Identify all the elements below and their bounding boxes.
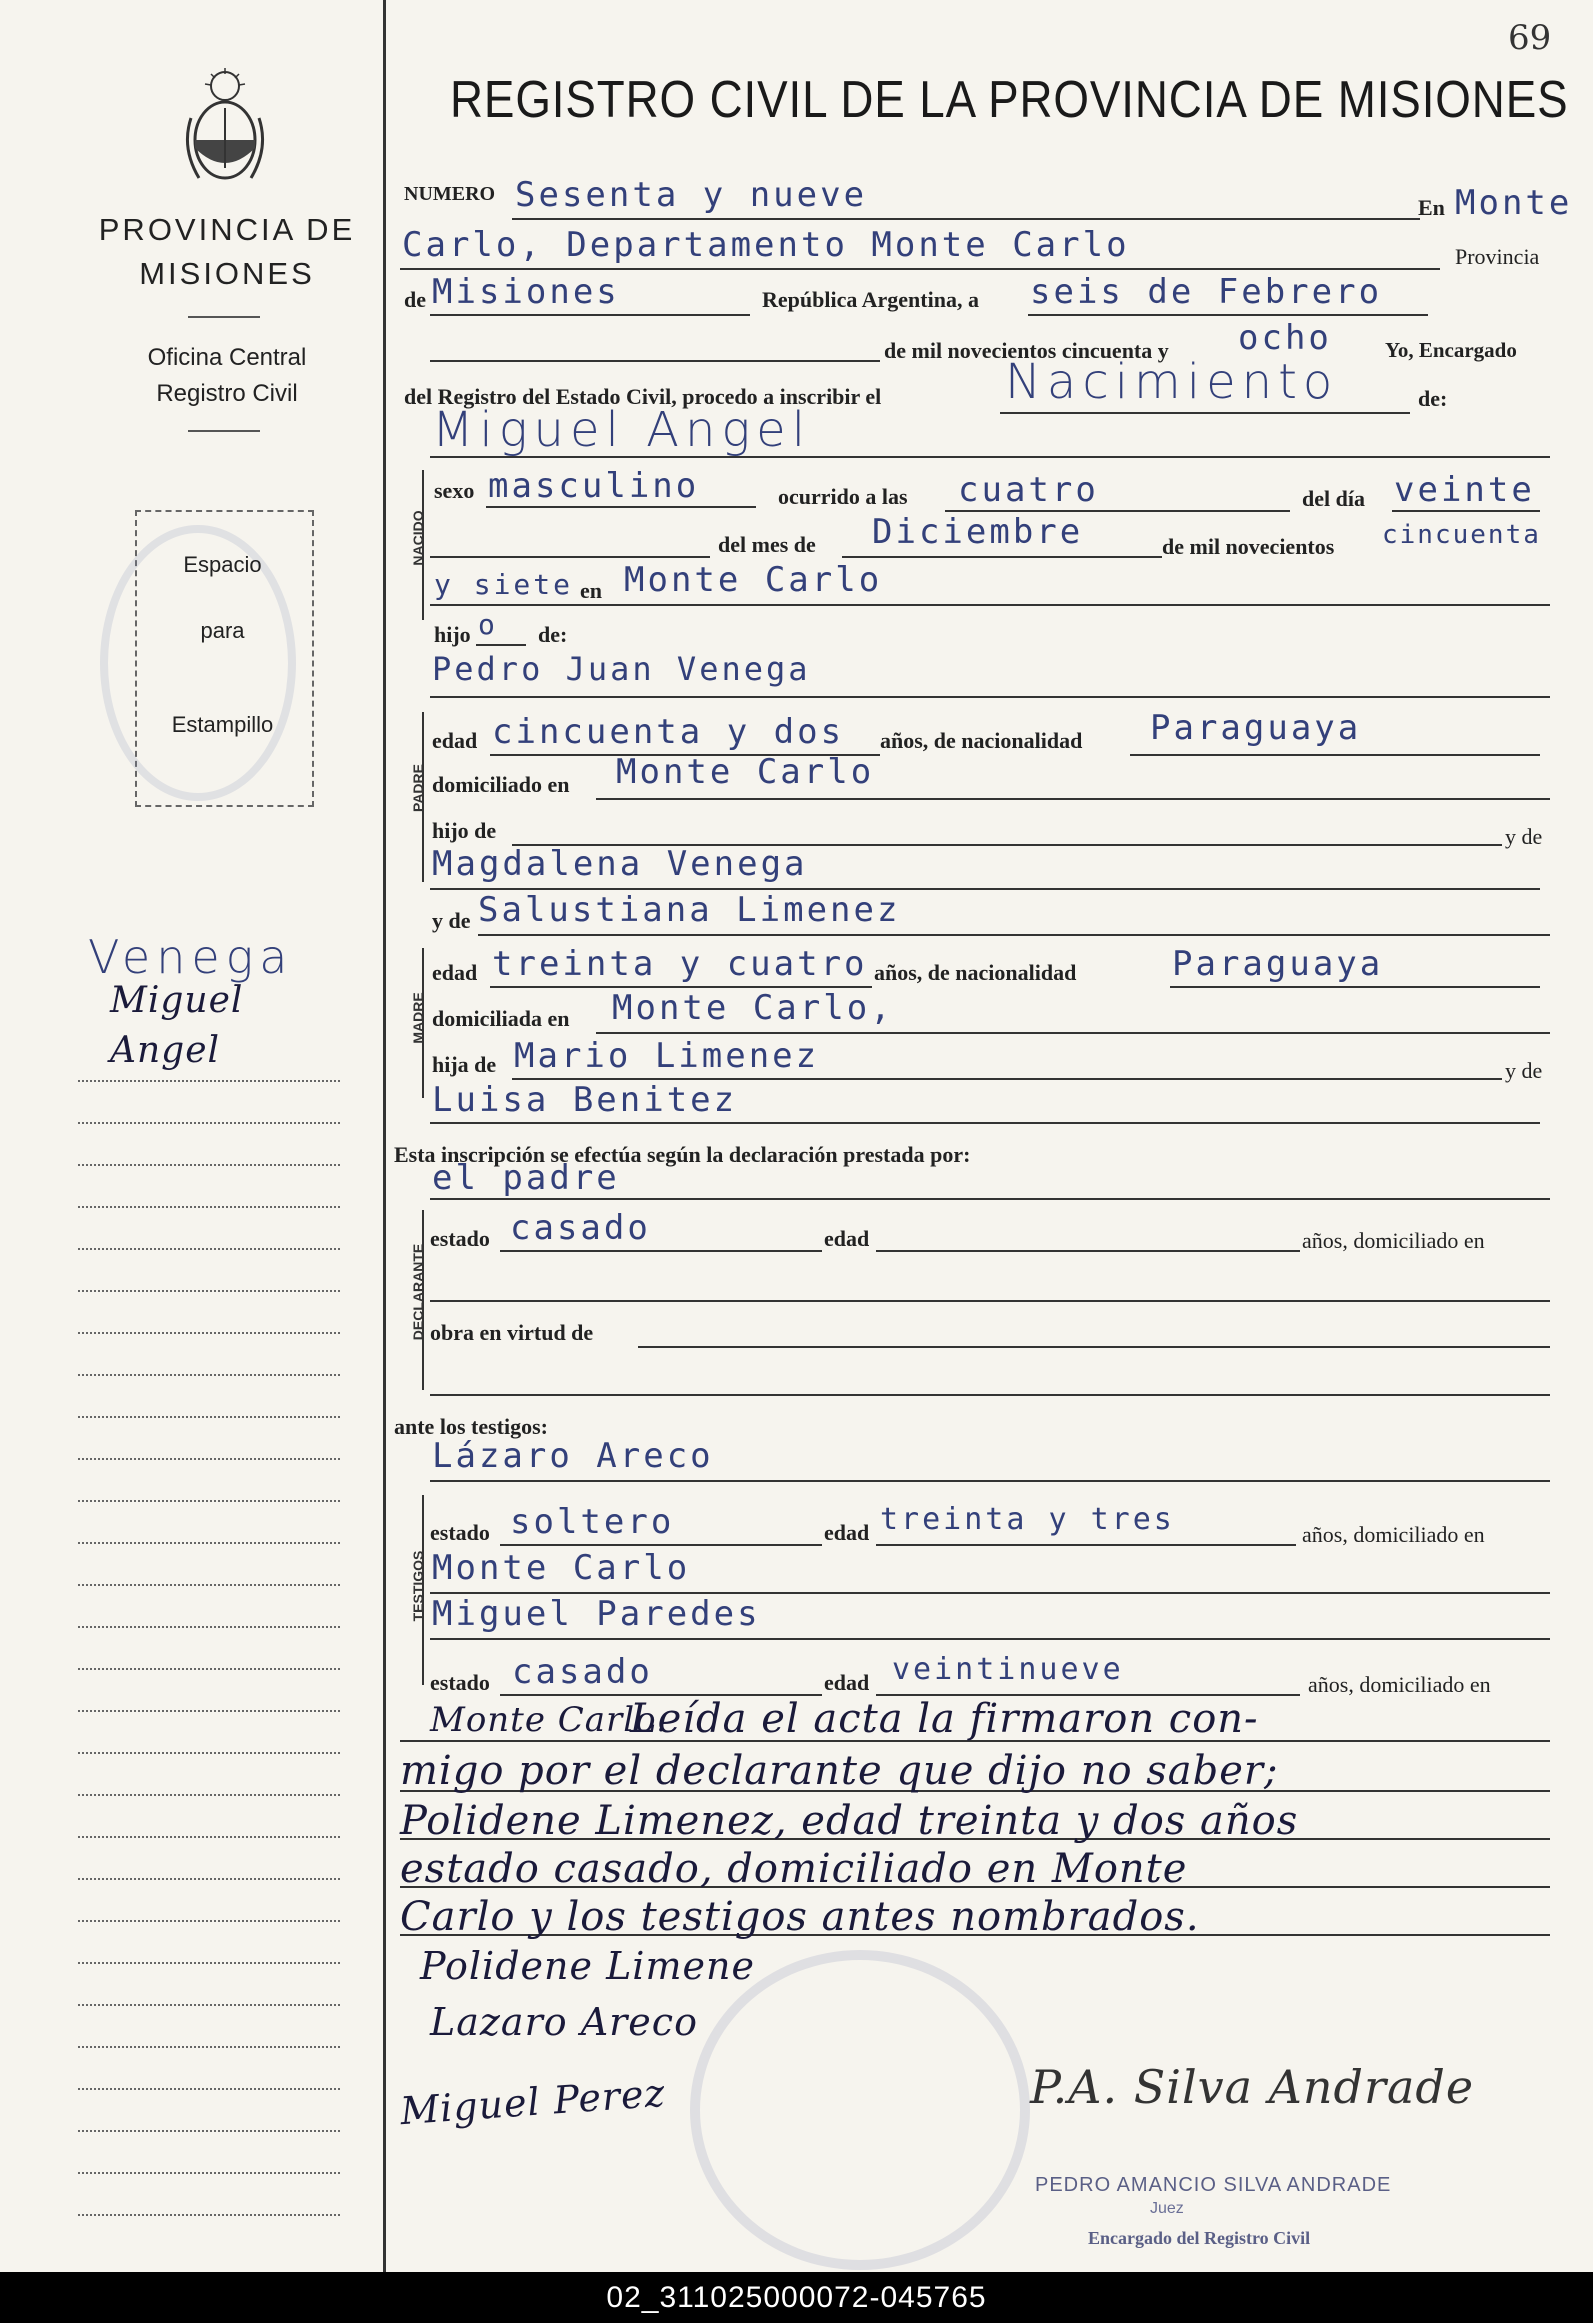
value-numero: Sesenta y nueve <box>515 175 868 215</box>
label-nacionalidad-madre: años, de nacionalidad <box>874 960 1077 985</box>
stamp-role-2: Encargado del Registro Civil <box>1088 2228 1311 2248</box>
margin-dotted-line <box>78 1542 340 1544</box>
label-anos-dom-t2: años, domiciliado en <box>1308 1672 1491 1697</box>
stamp-name: PEDRO AMANCIO SILVA ANDRADE <box>1035 2174 1392 2196</box>
label-estado-decl: estado <box>430 1226 490 1251</box>
label-de-mil-nov: de mil novecientos <box>1162 534 1335 559</box>
margin-dotted-line <box>78 2130 340 2132</box>
value-estado-t2: casado <box>512 1652 653 1692</box>
value-dom-madre: Monte Carlo, <box>612 988 894 1028</box>
line-lugar-2 <box>400 268 1440 270</box>
label-de-hijo: de: <box>538 622 568 647</box>
line-padre <box>430 696 1550 698</box>
line-dom-madre <box>596 1032 1550 1034</box>
value-dom-padre: Monte Carlo <box>616 752 875 792</box>
line-nac-padre <box>1130 754 1540 756</box>
note-line-2: migo por el declarante que dijo no saber; <box>400 1748 1279 1794</box>
value-abuela-pat: Magdalena Venega <box>432 844 808 884</box>
margin-dotted-line <box>78 2214 340 2216</box>
left-divider-1 <box>188 316 260 318</box>
side-label-nacido: NACIDO <box>410 510 426 566</box>
label-nacionalidad-padre: años, de nacionalidad <box>880 728 1083 753</box>
signature-1: Polidene Limene <box>420 1944 755 1988</box>
line-fecha <box>1028 314 1428 316</box>
margin-name-1: Miguel <box>110 980 244 1021</box>
line-before-mes <box>430 556 710 558</box>
value-dia: veinte <box>1394 470 1535 510</box>
value-hijo: o <box>478 608 498 641</box>
side-label-padre: PADRE <box>410 764 426 812</box>
label-ocurrido: ocurrido a las <box>778 484 908 509</box>
margin-dotted-line <box>78 1710 340 1712</box>
line-edad-t1 <box>876 1544 1296 1546</box>
value-anio-nac-2: y siete <box>434 568 574 601</box>
margin-dotted-line <box>78 1752 340 1754</box>
label-domiciliada: domiciliada en <box>432 1006 570 1031</box>
margin-dotted-line <box>78 1164 340 1166</box>
line-acto <box>1000 412 1410 414</box>
value-nombre: Miguel Angel <box>432 402 812 458</box>
left-divider-2 <box>188 430 260 432</box>
margin-dotted-line <box>78 2004 340 2006</box>
line-sexo <box>486 506 756 508</box>
label-edad-madre: edad <box>432 960 478 985</box>
label-sexo: sexo <box>434 478 475 503</box>
label-anos-dom-t1: años, domiciliado en <box>1302 1522 1485 1547</box>
label-testigos: ante los testigos: <box>394 1414 548 1439</box>
margin-dotted-line <box>78 1500 340 1502</box>
value-provincia: Misiones <box>432 272 620 312</box>
label-hijo: hijo <box>434 622 471 647</box>
line-before-anio <box>430 360 880 362</box>
value-estado-t1: soltero <box>510 1502 675 1542</box>
margin-dotted-line <box>78 1668 340 1670</box>
signature-4: P.A. Silva Andrade <box>1030 2060 1475 2114</box>
label-inscripcion: Esta inscripción se efectúa según la declaración prestada por: <box>394 1142 971 1167</box>
side-label-declarante: DECLARANTE <box>410 1243 426 1341</box>
label-del-dia: del día <box>1302 486 1365 511</box>
margin-dotted-line <box>78 1332 340 1334</box>
label-hijo-de: hijo de <box>432 818 497 843</box>
label-del-mes: del mes de <box>718 532 816 557</box>
label-de: de <box>404 287 426 312</box>
value-hora: cuatro <box>958 470 1099 510</box>
label-yo: Yo, Encargado <box>1385 338 1517 362</box>
margin-dotted-line <box>78 1416 340 1418</box>
margin-dotted-line <box>78 1374 340 1376</box>
label-anos-dom-decl: años, domiciliado en <box>1302 1228 1485 1253</box>
margin-dotted-line <box>78 1962 340 1964</box>
value-padre-nombre: Pedro Juan Venega <box>432 650 811 688</box>
line-numero <box>512 218 1420 220</box>
label-edad-decl: edad <box>824 1226 870 1251</box>
coat-of-arms-icon <box>175 68 275 188</box>
value-anio: ocho <box>1238 318 1332 358</box>
line-nac-madre <box>1170 986 1540 988</box>
value-lugar-2: Carlo, Departamento Monte Carlo <box>402 225 1130 265</box>
label-estado-t1: estado <box>430 1520 490 1545</box>
line-abuela-mat <box>430 1122 1540 1124</box>
note-line-3: Polidene Limenez, edad treinta y dos años <box>400 1798 1299 1844</box>
label-de-colon: de: <box>1418 386 1448 411</box>
stamp-role-1: Juez <box>1150 2200 1184 2217</box>
label-hija-de: hija de <box>432 1052 497 1077</box>
line-obra <box>638 1346 1550 1348</box>
value-edad-t2: veintinueve <box>892 1652 1124 1687</box>
margin-dotted-line <box>78 1290 340 1292</box>
line-edad-decl <box>876 1250 1300 1252</box>
line-mes <box>842 556 1162 558</box>
value-estado-decl: casado <box>510 1208 651 1248</box>
line-estado-decl <box>500 1250 822 1252</box>
value-edad-madre: treinta y cuatro <box>492 944 868 984</box>
margin-dotted-line <box>78 1206 340 1208</box>
line-testigo-2 <box>430 1638 1550 1640</box>
value-dom-t1: Monte Carlo <box>432 1548 691 1588</box>
signature-3: Miguel Perez <box>398 2070 667 2134</box>
line-estado-t1 <box>500 1544 822 1546</box>
line-testigo-1 <box>430 1480 1550 1482</box>
note-line-1: Leída el acta la firmaron con- <box>630 1696 1259 1742</box>
value-edad-t1: treinta y tres <box>880 1502 1175 1537</box>
line-hijo <box>476 644 526 646</box>
side-label-testigos: TESTIGOS <box>410 1550 426 1622</box>
line-lugar-nac <box>430 604 1550 606</box>
value-declarante: el padre <box>432 1158 620 1198</box>
line-declarante <box>430 1198 1550 1200</box>
left-column-divider <box>383 0 386 2272</box>
margin-dotted-line <box>78 1122 340 1124</box>
stamp-box-label-3: Estampillo <box>171 712 274 737</box>
province-name: PROVINCIA DE MISIONES <box>98 212 356 291</box>
label-en-nacido: en <box>580 578 602 603</box>
value-edad-padre: cincuenta y dos <box>492 712 845 752</box>
office-line-2: Registro Civil <box>156 380 298 407</box>
value-fecha: seis de Febrero <box>1030 272 1383 312</box>
margin-dotted-line <box>78 1878 340 1880</box>
margin-dotted-line <box>78 1794 340 1796</box>
value-nac-padre: Paraguaya <box>1150 708 1362 748</box>
label-y-de-madre: y de <box>432 908 471 933</box>
label-provincia: Provincia <box>1455 244 1540 269</box>
line-dom-padre <box>596 798 1550 800</box>
value-abuelo-mat: Mario Limenez <box>514 1036 820 1076</box>
signature-2: Lazaro Areco <box>430 2000 698 2044</box>
document-title: REGISTRO CIVIL DE LA PROVINCIA DE MISIONES <box>450 71 1569 129</box>
value-lugar-nac: Monte Carlo <box>624 560 883 600</box>
margin-dotted-line <box>78 1080 340 1082</box>
stamp-box-label-2: para <box>200 618 245 643</box>
note-line-4: estado casado, domiciliado en Monte <box>400 1846 1188 1892</box>
value-dom-t2: Monte Carlo. <box>430 1700 668 1740</box>
office-line-1: Oficina Central <box>147 344 307 371</box>
label-domiciliado-padre: domiciliado en <box>432 772 570 797</box>
margin-surname: Venega <box>88 930 294 984</box>
value-mes: Diciembre <box>872 512 1084 552</box>
margin-dotted-line <box>78 1626 340 1628</box>
label-edad-padre: edad <box>432 728 478 753</box>
label-obra: obra en virtud de <box>430 1320 594 1345</box>
value-abuela-mat: Luisa Benitez <box>432 1080 738 1120</box>
page-number: 69 <box>1508 18 1552 58</box>
margin-dotted-line <box>78 2046 340 2048</box>
official-round-stamp <box>690 1950 1030 2270</box>
margin-dotted-line <box>78 1248 340 1250</box>
note-line-5: Carlo y los testigos antes nombrados. <box>400 1894 1200 1940</box>
line-dia <box>1392 510 1540 512</box>
value-testigo-2: Miguel Paredes <box>432 1594 761 1634</box>
margin-name-2: Angel <box>110 1030 221 1071</box>
label-republica: República Argentina, a <box>762 287 979 312</box>
file-id-footer: 02_311025000072-045765 <box>0 2272 1593 2323</box>
margin-dotted-line <box>78 1836 340 1838</box>
value-madre: Salustiana Limenez <box>478 890 901 930</box>
line-provincia <box>430 314 750 316</box>
label-en: En <box>1418 195 1445 220</box>
value-anio-nac-1: cincuenta <box>1382 520 1541 550</box>
margin-dotted-line <box>78 1584 340 1586</box>
margin-dotted-line <box>78 2172 340 2174</box>
margin-dotted-line <box>78 2088 340 2090</box>
label-y-de-1: y de <box>1505 824 1543 849</box>
stamp-box-label-1: Espacio <box>183 552 262 577</box>
value-sexo: masculino <box>488 466 700 506</box>
label-de-mil: de mil novecientos cincuenta y <box>884 338 1169 363</box>
line-dom-decl <box>430 1300 1550 1302</box>
value-nac-madre: Paraguaya <box>1172 944 1384 984</box>
label-del-registro: del Registro del Estado Civil, procedo a inscribir el <box>404 384 882 409</box>
margin-dotted-line <box>78 1458 340 1460</box>
value-acto: Nacimiento <box>1005 354 1339 410</box>
margin-dotted-line <box>78 1920 340 1922</box>
label-numero: NUMERO <box>404 183 496 205</box>
line-madre <box>478 934 1550 936</box>
label-y-de-2: y de <box>1505 1058 1543 1083</box>
line-obra-2 <box>430 1394 1550 1396</box>
value-lugar-1: Monte <box>1455 183 1573 223</box>
label-edad-t1: edad <box>824 1520 870 1545</box>
label-edad-t2: edad <box>824 1670 870 1695</box>
side-label-madre: MADRE <box>410 992 426 1044</box>
value-testigo-1: Lázaro Areco <box>432 1436 714 1476</box>
label-estado-t2: estado <box>430 1670 490 1695</box>
